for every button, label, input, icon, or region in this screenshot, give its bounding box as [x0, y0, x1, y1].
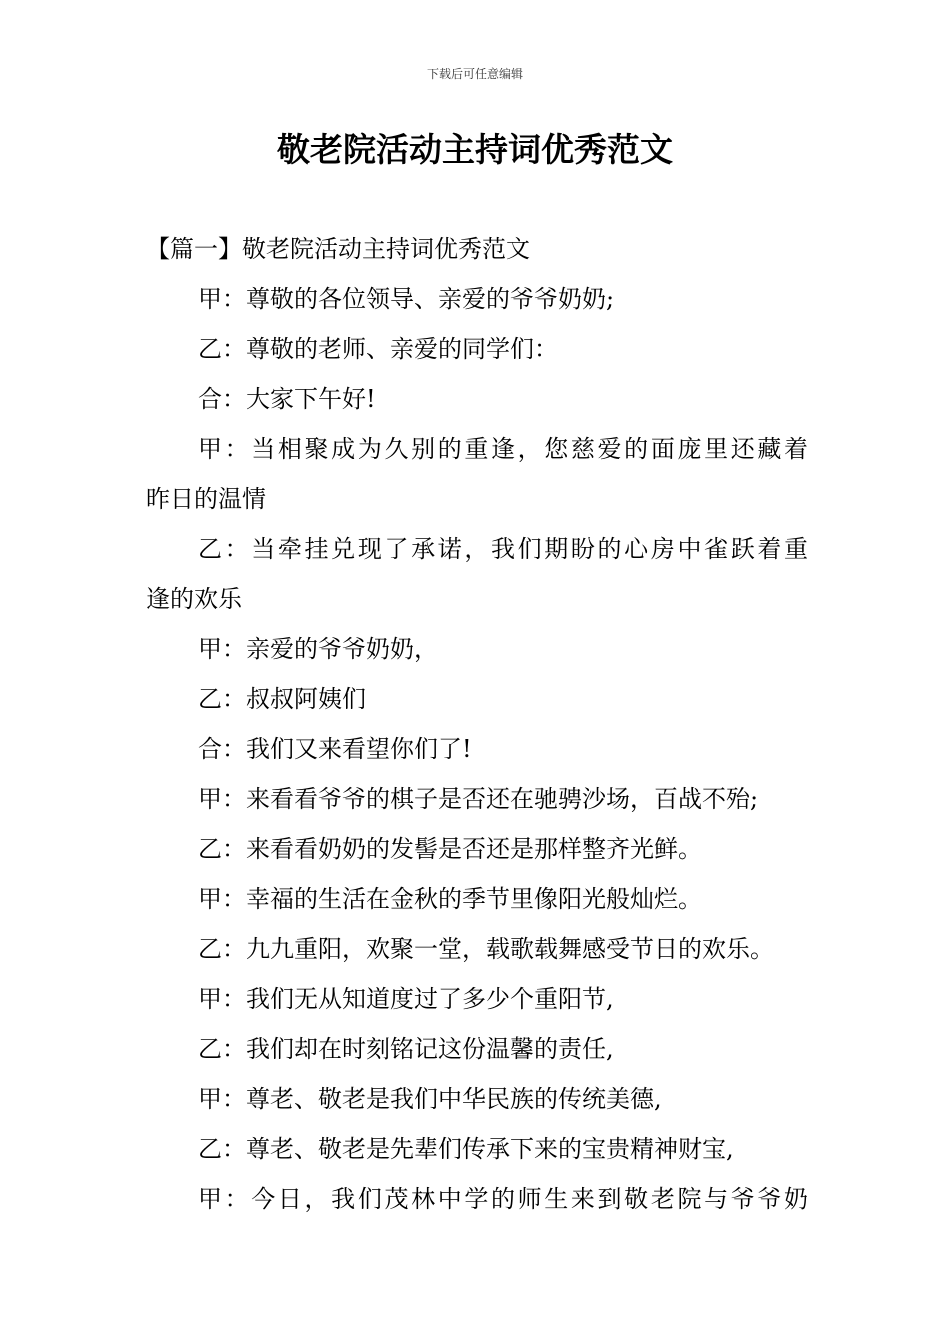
paragraph-list [146, 274, 808, 1224]
paragraph-line: 甲：亲爱的爷爷奶奶， [198, 635, 438, 663]
document-title: 敬老院活动主持词优秀范文 [277, 130, 673, 169]
paragraph-line: 合：大家下午好! [198, 385, 376, 413]
paragraph-line: 逢的欢乐 [146, 585, 242, 613]
paragraph-line: 乙：尊老、敬老是先辈们传承下来的宝贵精神财宝, [198, 1135, 734, 1163]
paragraph-line: 乙：叔叔阿姨们 [198, 685, 366, 713]
paragraph-line: 甲：幸福的生活在金秋的季节里像阳光般灿烂。 [198, 885, 702, 913]
section-heading: 【篇一】敬老院活动主持词优秀范文 [146, 235, 530, 263]
paragraph-line: 合：我们又来看望你们了! [198, 735, 472, 763]
paragraph-line: 乙：尊敬的老师、亲爱的同学们： [198, 335, 558, 363]
paragraph-line: 乙：当牵挂兑现了承诺，我们期盼的心房中雀跃着重 [198, 535, 808, 563]
paragraph-line: 甲：尊老、敬老是我们中华民族的传统美德, [198, 1085, 662, 1113]
paragraph-line: 昨日的温情 [146, 485, 266, 513]
header-note: 下载后可任意编辑 [426, 67, 523, 81]
paragraph-line: 甲：来看看爷爷的棋子是否还在驰骋沙场，百战不殆; [198, 785, 759, 813]
paragraph-line: 乙：来看看奶奶的发髻是否还是那样整齐光鲜。 [198, 835, 702, 863]
paragraph-line: 甲：尊敬的各位领导、亲爱的爷爷奶奶; [198, 285, 615, 313]
paragraph-line: 甲：当相聚成为久别的重逢，您慈爱的面庞里还藏着 [198, 435, 808, 463]
paragraph-line: 乙：我们却在时刻铭记这份温馨的责任, [198, 1035, 614, 1063]
paragraph-line: 甲：今日，我们茂林中学的师生来到敬老院与爷爷奶 [198, 1185, 808, 1213]
paragraph-line: 甲：我们无从知道度过了多少个重阳节, [198, 985, 614, 1013]
paragraph-line: 乙：九九重阳，欢聚一堂，载歌载舞感受节日的欢乐。 [198, 935, 774, 963]
document-body [146, 224, 808, 1224]
